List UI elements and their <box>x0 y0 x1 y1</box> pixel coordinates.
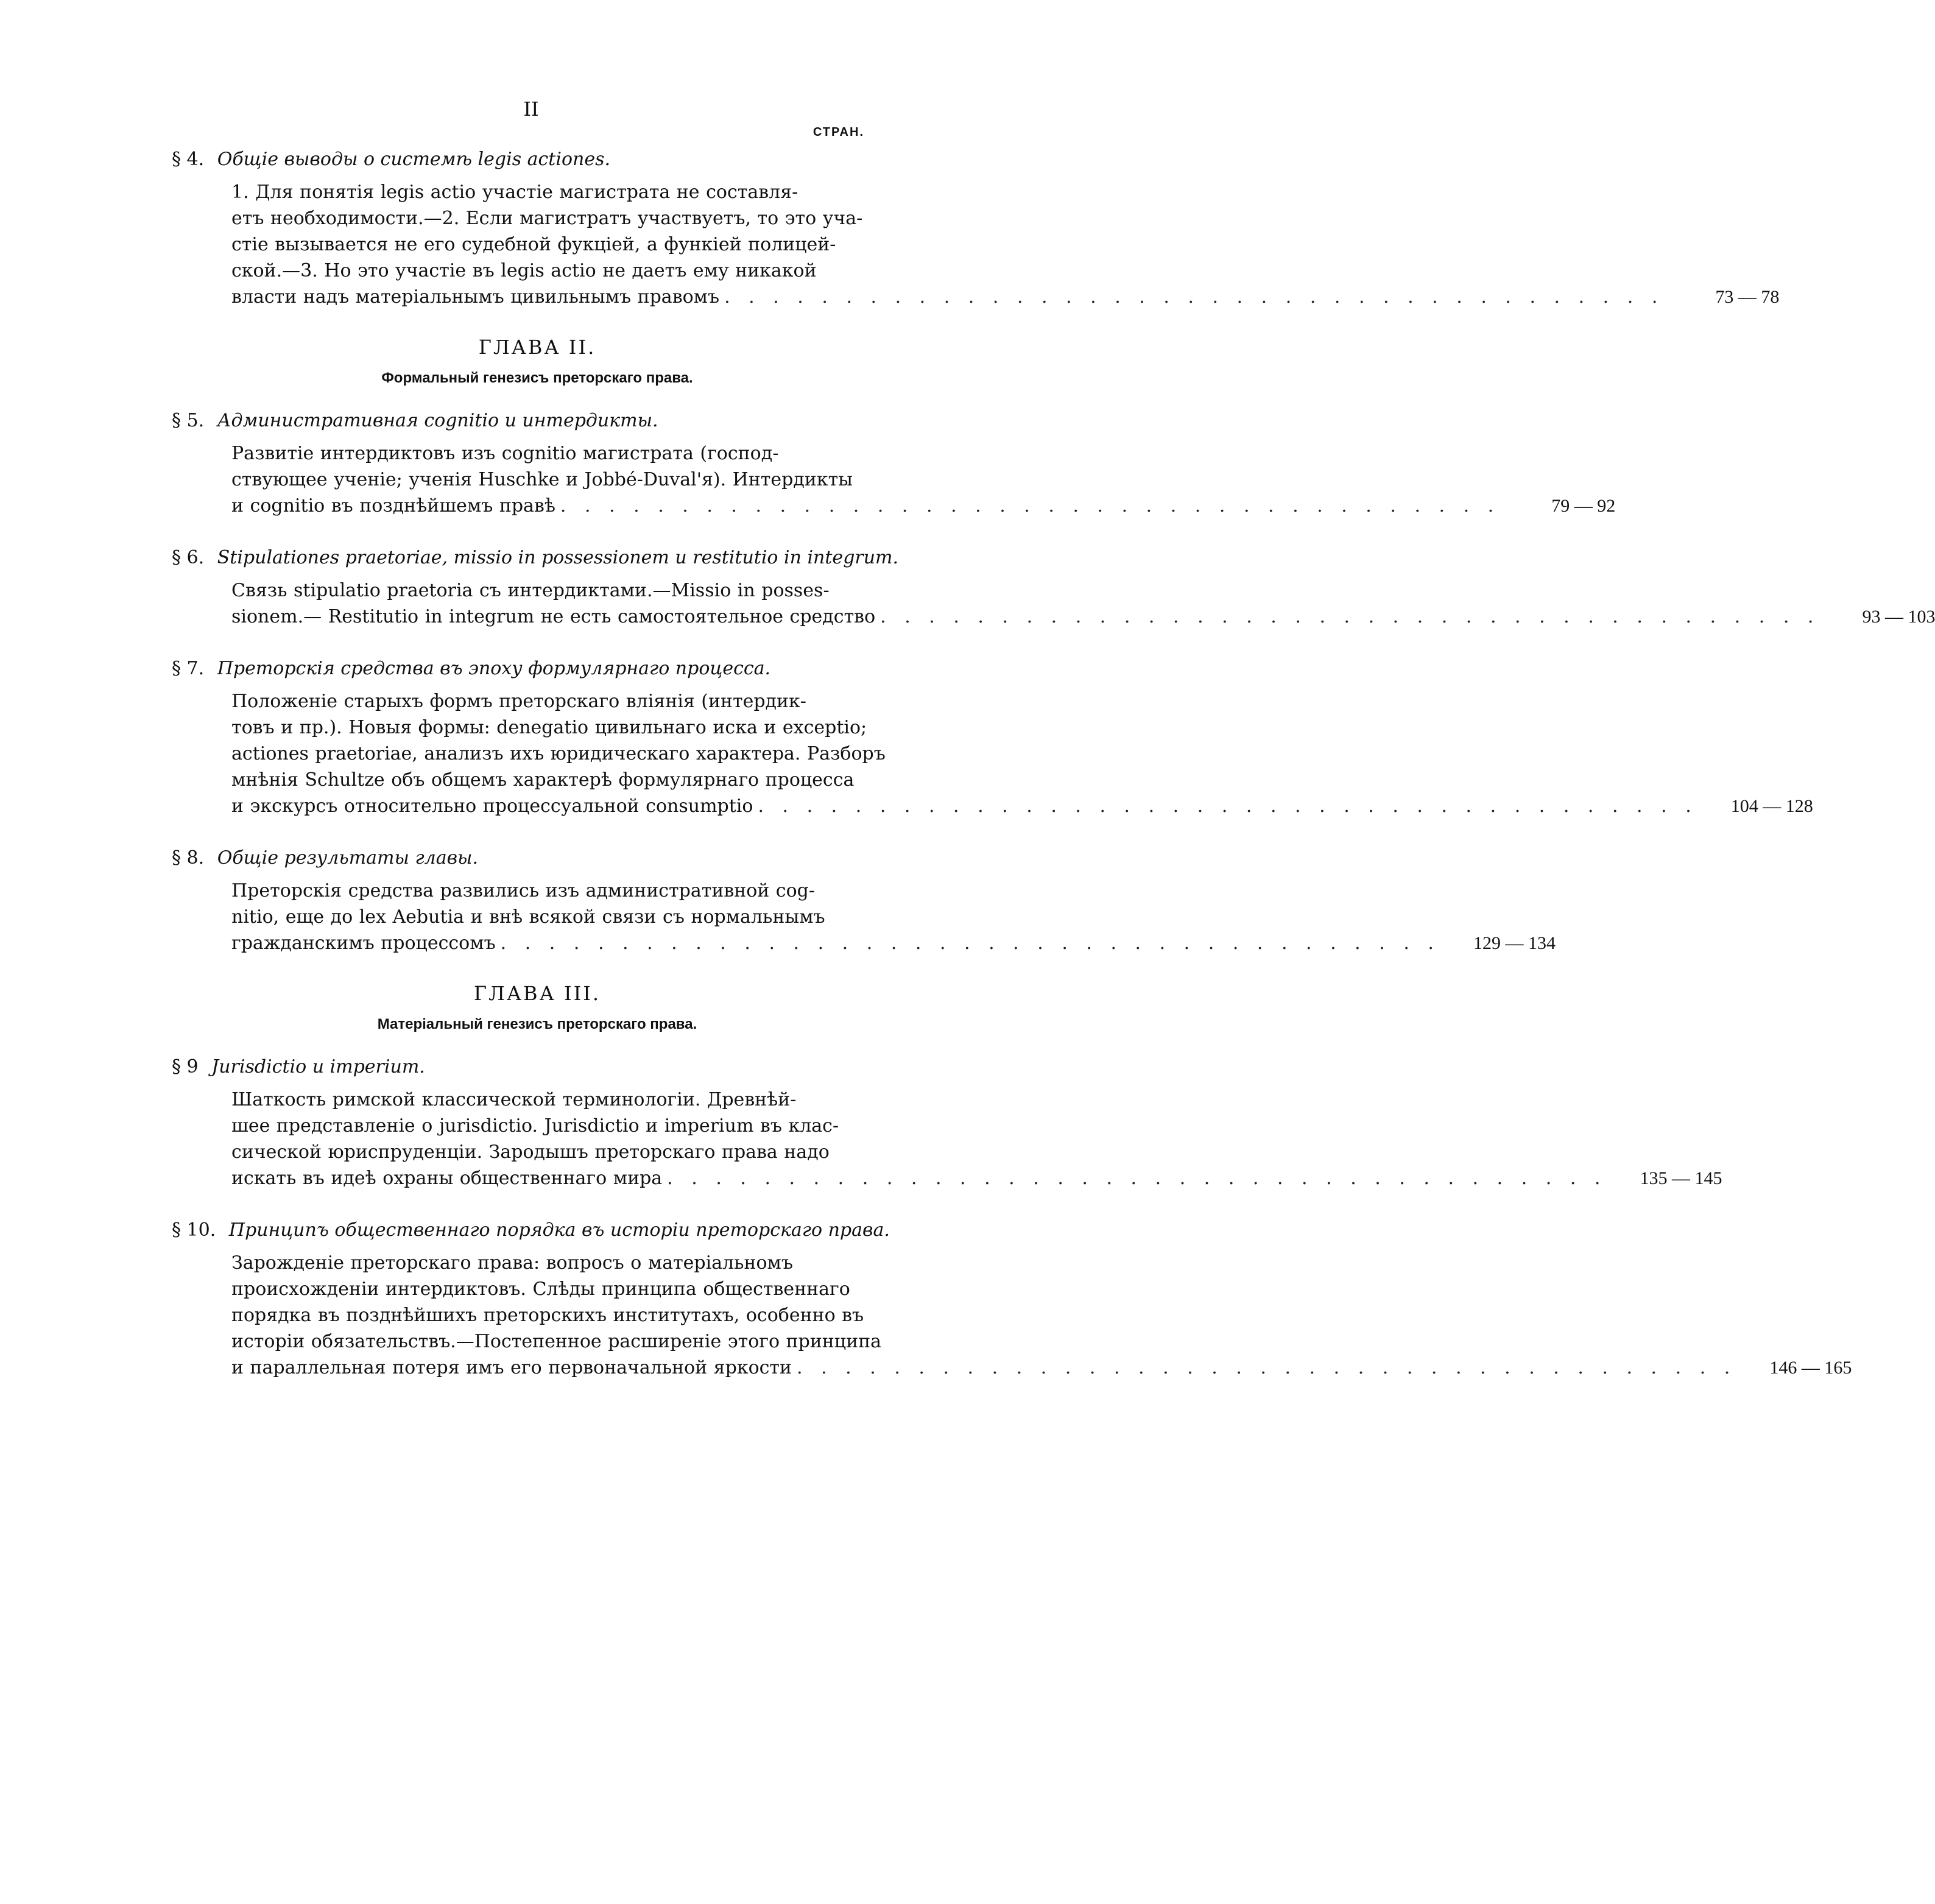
description-line: искать въ идеѣ охраны общественнаго мира <box>231 1168 663 1189</box>
description-line: происхожденіи интердиктовъ. Слѣды принципа общественнаго <box>231 1278 850 1300</box>
section-heading <box>172 1054 903 1081</box>
description-line: товъ и пр.). Новыя формы: denegatio цивильнаго иска и exceptio; <box>231 717 867 738</box>
section-heading <box>172 146 903 173</box>
leader-dots: . . . . . . . . . . . . . . . . . . . . . . . . . . . . . . . . . . . . . . . <box>667 1168 1607 1189</box>
description-last-line <box>231 284 1663 310</box>
page-range: 93 — 103 <box>1862 607 1935 627</box>
section-title: Общіе выводы о системѣ legis actiones. <box>217 149 611 170</box>
description-line: ствующее ученіе; ученія Huschke и Jobbé-Duval'я). Интердикты <box>231 469 853 490</box>
section-title: Принципъ общественнаго порядка въ исторіи преторскаго права. <box>228 1219 890 1241</box>
section-entry <box>172 577 1935 630</box>
section-number: § 8. <box>172 847 205 869</box>
description-line: шее представленіе о jurisdictio. Jurisdictio и imperium въ клас- <box>231 1115 839 1137</box>
description-line: Развитіе интердиктовъ изъ cognitio магистрата (господ- <box>231 443 779 464</box>
section-entry <box>172 878 1556 956</box>
section-description <box>172 1250 1736 1381</box>
description-line: исторіи обязательствъ.—Постепенное расширеніе этого принципа <box>231 1331 881 1352</box>
section-number: § 7. <box>172 658 205 679</box>
description-last-line <box>231 493 1500 519</box>
section-heading <box>172 407 903 434</box>
section-number: § 10. <box>172 1219 216 1241</box>
page-range: 129 — 134 <box>1473 933 1556 953</box>
description-line: и cognitio въ позднѣйшемъ правѣ <box>231 495 555 517</box>
toc-section-8 <box>172 845 1556 956</box>
page-range: 79 — 92 <box>1551 496 1616 516</box>
description-line: Связь stipulatio praetoria съ интердиктами.—Missio in posses- <box>231 580 830 601</box>
description-last-line <box>231 930 1440 956</box>
page-number: II <box>523 97 539 121</box>
description-line: етъ необходимости.—2. Если магистратъ участвуетъ, то это уча- <box>231 208 863 229</box>
section-number: § 9 <box>172 1056 199 1077</box>
leader-dots: . . . . . . . . . . . . . . . . . . . . . . . . . . . . . . . . . . . . . . . <box>560 495 1500 517</box>
description-line: actiones praetoriae, анализъ ихъ юридическаго характера. Разборъ <box>231 743 886 764</box>
section-heading <box>172 655 903 682</box>
section-description <box>172 878 1440 956</box>
section-entry <box>172 179 1780 310</box>
section-title: Stipulationes praetoriae, missio in possessionem и restitutio in integrum. <box>217 547 899 568</box>
description-line: ской.—3. Но это участіе въ legis actio не даетъ ему никакой <box>231 260 817 281</box>
description-line: порядка въ позднѣйшихъ преторскихъ институтахъ, особенно въ <box>231 1305 864 1326</box>
description-line: Зарожденіе преторскаго права: вопросъ о матеріальномъ <box>231 1252 793 1274</box>
toc-section-5 <box>172 407 1616 519</box>
page-range: 73 — 78 <box>1715 287 1780 307</box>
description-line: sionem.— Restitutio in integrum не есть самостоятельное средство <box>231 606 876 627</box>
toc-section-9 <box>172 1054 1722 1191</box>
section-description <box>172 440 1500 519</box>
section-title: Преторскія средства въ эпоху формулярнаго процесса. <box>217 658 771 679</box>
leader-dots: . . . . . . . . . . . . . . . . . . . . . . . . . . . . . . . . . . . . . . . <box>758 795 1697 817</box>
section-description <box>172 688 1697 819</box>
description-line: Шаткость римской классической терминологіи. Древнѣй- <box>231 1089 797 1110</box>
description-line: Положеніе старыхъ формъ преторскаго вліянія (интердик- <box>231 691 806 712</box>
section-title: Общіе результаты главы. <box>217 847 479 869</box>
toc-section-7 <box>172 655 1813 819</box>
leader-dots: . . . . . . . . . . . . . . . . . . . . . . . . . . . . . . . . . . . . . . . <box>724 286 1664 308</box>
page-range: 104 — 128 <box>1730 796 1813 816</box>
section-entry <box>172 1087 1722 1191</box>
description-line: 1. Для понятія legis actio участіе магистрата не составля- <box>231 182 798 203</box>
chapter-subtitle: Формальный генезисъ преторскаго права. <box>381 370 693 386</box>
chapter-subtitle: Матеріальный генезисъ преторскаго права. <box>377 1016 697 1032</box>
toc-section-6 <box>172 545 1935 630</box>
leader-dots: . . . . . . . . . . . . . . . . . . . . . . . . . . . . . . . . . . . . . . . <box>500 933 1440 954</box>
section-number: § 5. <box>172 410 205 431</box>
description-line: сической юриспруденціи. Зародышъ преторскаго права надо <box>231 1141 830 1163</box>
description-line: и параллельная потеря имъ его первоначальной яркости <box>231 1357 792 1378</box>
chapter-heading: ГЛАВА II. <box>478 336 596 359</box>
section-heading <box>172 1217 903 1244</box>
page-range: 146 — 165 <box>1769 1358 1852 1378</box>
description-line: Преторскія средства развились изъ административной cog- <box>231 880 816 901</box>
section-number: § 6. <box>172 547 205 568</box>
section-title: Jurisdictio и imperium. <box>211 1056 425 1077</box>
description-line: стіе вызывается не его судебной фукціей, а функіей полицей- <box>231 234 836 255</box>
toc-section-4 <box>172 146 1780 310</box>
chapter-heading: ГЛАВА III. <box>473 982 601 1005</box>
section-number: § 4. <box>172 149 205 170</box>
toc-section-10 <box>172 1217 1852 1381</box>
section-description <box>172 577 1819 630</box>
description-line: и экскурсъ относительно процессуальной consumptio <box>231 795 753 817</box>
description-line: власти надъ матеріальнымъ цивильнымъ правомъ <box>231 286 720 308</box>
description-last-line <box>231 604 1819 630</box>
description-last-line <box>231 1355 1736 1381</box>
section-title: Административная cognitio и интердикты. <box>217 410 658 431</box>
description-last-line <box>231 1165 1606 1191</box>
leader-dots: . . . . . . . . . . . . . . . . . . . . . . . . . . . . . . . . . . . . . . . <box>880 606 1820 627</box>
description-last-line <box>231 793 1697 819</box>
section-description <box>172 1087 1606 1191</box>
section-entry <box>172 688 1813 819</box>
description-line: гражданскимъ процессомъ <box>231 933 496 954</box>
section-entry <box>172 1250 1852 1381</box>
description-line: мнѣнія Schultze объ общемъ характерѣ формулярнаго процесса <box>231 769 855 791</box>
leader-dots: . . . . . . . . . . . . . . . . . . . . . . . . . . . . . . . . . . . . . . . <box>797 1357 1736 1378</box>
pages-column-header: СТРАН. <box>812 125 864 139</box>
section-heading <box>172 545 903 571</box>
section-description <box>172 179 1663 310</box>
page-range: 135 — 145 <box>1640 1168 1722 1188</box>
description-line: nitio, еще до lex Aebutia и внѣ всякой связи съ нормальнымъ <box>231 906 825 928</box>
section-heading <box>172 845 903 872</box>
table-of-contents <box>172 146 1935 1406</box>
section-entry <box>172 440 1616 519</box>
